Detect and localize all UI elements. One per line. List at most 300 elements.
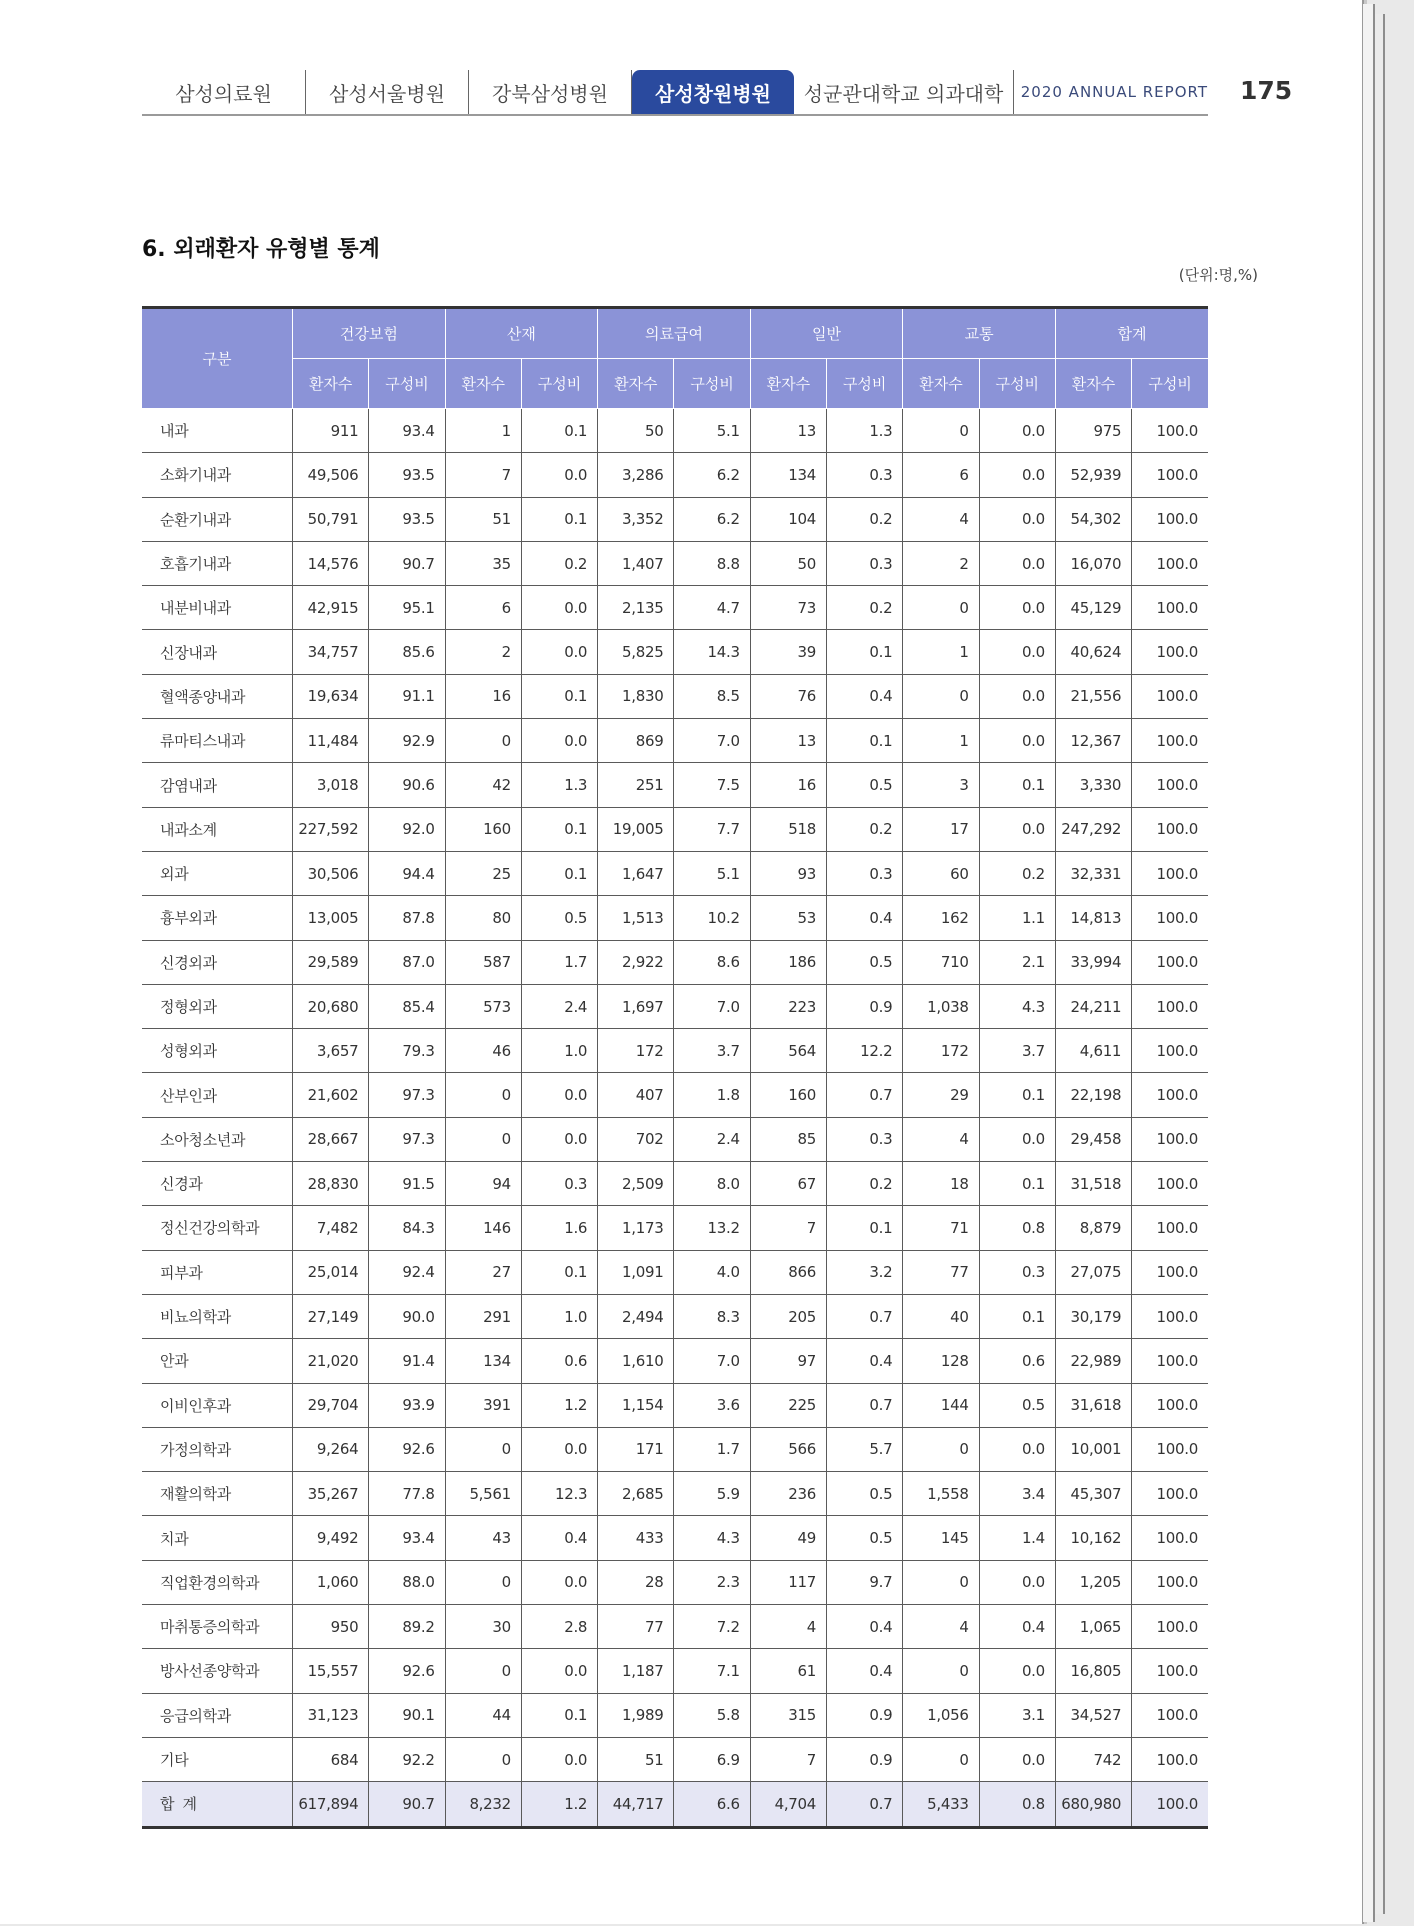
ratio-cell: 91.1 bbox=[369, 674, 445, 718]
patient-count-cell: 702 bbox=[598, 1117, 674, 1161]
ratio-cell: 0.9 bbox=[827, 1737, 903, 1781]
ratio-cell: 0.0 bbox=[979, 1117, 1055, 1161]
patient-count-cell: 5,433 bbox=[903, 1782, 979, 1827]
ratio-cell: 0.0 bbox=[979, 1649, 1055, 1693]
ratio-cell: 0.0 bbox=[979, 1427, 1055, 1471]
ratio-cell: 93.5 bbox=[369, 453, 445, 497]
ratio-cell: 100.0 bbox=[1132, 1782, 1208, 1827]
subheader-ratio: 구성비 bbox=[674, 359, 750, 409]
ratio-cell: 2.8 bbox=[521, 1605, 597, 1649]
patient-count-cell: 0 bbox=[445, 1117, 521, 1161]
patient-count-cell: 9,264 bbox=[293, 1427, 369, 1471]
table-row bbox=[142, 1472, 1208, 1516]
table-row bbox=[142, 896, 1208, 940]
ratio-cell: 100.0 bbox=[1132, 896, 1208, 940]
patient-count-cell: 1,610 bbox=[598, 1339, 674, 1383]
table-row bbox=[142, 541, 1208, 585]
patient-count-cell: 35 bbox=[445, 541, 521, 585]
ratio-cell: 100.0 bbox=[1132, 1560, 1208, 1604]
patient-count-cell: 43 bbox=[445, 1516, 521, 1560]
ratio-cell: 0.1 bbox=[521, 497, 597, 541]
ratio-cell: 100.0 bbox=[1132, 541, 1208, 585]
patient-count-cell: 21,556 bbox=[1055, 674, 1131, 718]
patient-count-cell: 49,506 bbox=[293, 453, 369, 497]
patient-count-cell: 236 bbox=[750, 1472, 826, 1516]
row-label: 내분비내과 bbox=[142, 586, 293, 630]
ratio-cell: 1.1 bbox=[979, 896, 1055, 940]
table-row bbox=[142, 1117, 1208, 1161]
ratio-cell: 0.7 bbox=[827, 1383, 903, 1427]
table-row bbox=[142, 807, 1208, 851]
ratio-cell: 92.4 bbox=[369, 1250, 445, 1294]
patient-count-cell: 50 bbox=[750, 541, 826, 585]
ratio-cell: 0.0 bbox=[521, 1073, 597, 1117]
patient-count-cell: 617,894 bbox=[293, 1782, 369, 1827]
ratio-cell: 97.3 bbox=[369, 1073, 445, 1117]
ratio-cell: 0.0 bbox=[979, 674, 1055, 718]
patient-count-cell: 80 bbox=[445, 896, 521, 940]
ratio-cell: 7.7 bbox=[674, 807, 750, 851]
patient-count-cell: 3 bbox=[903, 763, 979, 807]
patient-count-cell: 144 bbox=[903, 1383, 979, 1427]
ratio-cell: 100.0 bbox=[1132, 630, 1208, 674]
row-label: 정신건강의학과 bbox=[142, 1206, 293, 1250]
patient-count-cell: 866 bbox=[750, 1250, 826, 1294]
table-row bbox=[142, 1516, 1208, 1560]
ratio-cell: 2.4 bbox=[521, 984, 597, 1028]
patient-count-cell: 1,154 bbox=[598, 1383, 674, 1427]
patient-count-cell: 13 bbox=[750, 409, 826, 453]
patient-count-cell: 2 bbox=[903, 541, 979, 585]
patient-count-cell: 433 bbox=[598, 1516, 674, 1560]
patient-count-cell: 186 bbox=[750, 940, 826, 984]
patient-count-cell: 0 bbox=[903, 409, 979, 453]
tab-samsung-changwon-hospital[interactable]: 삼성창원병원 bbox=[632, 70, 794, 114]
ratio-cell: 0.6 bbox=[521, 1339, 597, 1383]
ratio-cell: 100.0 bbox=[1132, 1029, 1208, 1073]
patient-count-cell: 742 bbox=[1055, 1737, 1131, 1781]
subheader-patients: 환자수 bbox=[903, 359, 979, 409]
row-label: 비뇨의학과 bbox=[142, 1294, 293, 1338]
patient-count-cell: 223 bbox=[750, 984, 826, 1028]
ratio-cell: 2.3 bbox=[674, 1560, 750, 1604]
row-label: 재활의학과 bbox=[142, 1472, 293, 1516]
row-label: 산부인과 bbox=[142, 1073, 293, 1117]
patient-count-cell: 0 bbox=[445, 1737, 521, 1781]
ratio-cell: 1.0 bbox=[521, 1029, 597, 1073]
ratio-cell: 92.9 bbox=[369, 719, 445, 763]
ratio-cell: 92.6 bbox=[369, 1427, 445, 1471]
table-row bbox=[142, 1427, 1208, 1471]
ratio-cell: 0.9 bbox=[827, 1693, 903, 1737]
patient-count-cell: 1,647 bbox=[598, 851, 674, 895]
patient-count-cell: 22,989 bbox=[1055, 1339, 1131, 1383]
ratio-cell: 0.0 bbox=[979, 586, 1055, 630]
patient-count-cell: 35,267 bbox=[293, 1472, 369, 1516]
ratio-cell: 0.1 bbox=[521, 1693, 597, 1737]
patient-count-cell: 22,198 bbox=[1055, 1073, 1131, 1117]
ratio-cell: 9.7 bbox=[827, 1560, 903, 1604]
patient-count-cell: 51 bbox=[598, 1737, 674, 1781]
table-row bbox=[142, 1560, 1208, 1604]
patient-count-cell: 12,367 bbox=[1055, 719, 1131, 763]
patient-count-cell: 61 bbox=[750, 1649, 826, 1693]
table-row bbox=[142, 984, 1208, 1028]
patient-count-cell: 5,825 bbox=[598, 630, 674, 674]
ratio-cell: 4.7 bbox=[674, 586, 750, 630]
patient-count-cell: 42,915 bbox=[293, 586, 369, 630]
patient-count-cell: 60 bbox=[903, 851, 979, 895]
ratio-cell: 0.4 bbox=[827, 1605, 903, 1649]
patient-count-cell: 684 bbox=[293, 1737, 369, 1781]
group-header-industrial-accident: 산재 bbox=[445, 308, 598, 359]
ratio-cell: 0.3 bbox=[521, 1162, 597, 1206]
patient-count-cell: 6 bbox=[903, 453, 979, 497]
patient-count-cell: 27,149 bbox=[293, 1294, 369, 1338]
row-label: 성형외과 bbox=[142, 1029, 293, 1073]
patient-count-cell: 1,697 bbox=[598, 984, 674, 1028]
ratio-cell: 100.0 bbox=[1132, 1427, 1208, 1471]
patient-count-cell: 45,307 bbox=[1055, 1472, 1131, 1516]
ratio-cell: 100.0 bbox=[1132, 453, 1208, 497]
subheader-patients: 환자수 bbox=[598, 359, 674, 409]
patient-count-cell: 27 bbox=[445, 1250, 521, 1294]
ratio-cell: 4.0 bbox=[674, 1250, 750, 1294]
patient-count-cell: 19,005 bbox=[598, 807, 674, 851]
ratio-cell: 0.0 bbox=[521, 1560, 597, 1604]
ratio-cell: 6.2 bbox=[674, 453, 750, 497]
ratio-cell: 0.5 bbox=[827, 940, 903, 984]
patient-count-cell: 134 bbox=[445, 1339, 521, 1383]
patient-count-cell: 10,162 bbox=[1055, 1516, 1131, 1560]
group-header-traffic: 교통 bbox=[903, 308, 1056, 359]
group-header-health-insurance: 건강보험 bbox=[293, 308, 446, 359]
ratio-cell: 0.5 bbox=[827, 763, 903, 807]
patient-count-cell: 25,014 bbox=[293, 1250, 369, 1294]
patient-count-cell: 391 bbox=[445, 1383, 521, 1427]
annual-report-label: 2020 ANNUAL REPORT bbox=[1020, 83, 1208, 101]
ratio-cell: 0.0 bbox=[979, 1560, 1055, 1604]
ratio-cell: 92.0 bbox=[369, 807, 445, 851]
ratio-cell: 100.0 bbox=[1132, 1605, 1208, 1649]
ratio-cell: 84.3 bbox=[369, 1206, 445, 1250]
group-header-general: 일반 bbox=[750, 308, 903, 359]
row-label: 류마티스내과 bbox=[142, 719, 293, 763]
ratio-cell: 0.8 bbox=[979, 1206, 1055, 1250]
patient-count-cell: 134 bbox=[750, 453, 826, 497]
ratio-cell: 0.2 bbox=[827, 1162, 903, 1206]
patient-count-cell: 42 bbox=[445, 763, 521, 807]
patient-count-cell: 13,005 bbox=[293, 896, 369, 940]
patient-count-cell: 25 bbox=[445, 851, 521, 895]
ratio-cell: 0.2 bbox=[827, 497, 903, 541]
ratio-cell: 0.3 bbox=[827, 851, 903, 895]
patient-count-cell: 3,657 bbox=[293, 1029, 369, 1073]
ratio-cell: 0.0 bbox=[979, 409, 1055, 453]
page-edge bbox=[1363, 4, 1375, 1922]
ratio-cell: 0.1 bbox=[521, 851, 597, 895]
table-row bbox=[142, 763, 1208, 807]
ratio-cell: 1.2 bbox=[521, 1383, 597, 1427]
ratio-cell: 6.2 bbox=[674, 497, 750, 541]
patient-count-cell: 4,704 bbox=[750, 1782, 826, 1827]
patient-count-cell: 40,624 bbox=[1055, 630, 1131, 674]
ratio-cell: 93.4 bbox=[369, 409, 445, 453]
ratio-cell: 100.0 bbox=[1132, 1294, 1208, 1338]
ratio-cell: 8.0 bbox=[674, 1162, 750, 1206]
patient-count-cell: 172 bbox=[903, 1029, 979, 1073]
ratio-cell: 100.0 bbox=[1132, 1516, 1208, 1560]
ratio-cell: 0.5 bbox=[827, 1516, 903, 1560]
ratio-cell: 5.1 bbox=[674, 409, 750, 453]
ratio-cell: 0.5 bbox=[521, 896, 597, 940]
patient-count-cell: 34,757 bbox=[293, 630, 369, 674]
ratio-cell: 89.2 bbox=[369, 1605, 445, 1649]
ratio-cell: 5.7 bbox=[827, 1427, 903, 1471]
patient-count-cell: 7,482 bbox=[293, 1206, 369, 1250]
ratio-cell: 1.7 bbox=[521, 940, 597, 984]
patient-count-cell: 564 bbox=[750, 1029, 826, 1073]
ratio-cell: 0.0 bbox=[521, 1649, 597, 1693]
patient-count-cell: 29 bbox=[903, 1073, 979, 1117]
patient-count-cell: 160 bbox=[750, 1073, 826, 1117]
row-header-cell: 구분 bbox=[142, 308, 293, 409]
ratio-cell: 0.5 bbox=[827, 1472, 903, 1516]
tab-samsung-medical-center[interactable]: 삼성의료원 bbox=[142, 70, 306, 114]
ratio-cell: 0.1 bbox=[979, 1294, 1055, 1338]
table-row bbox=[142, 1206, 1208, 1250]
ratio-cell: 14.3 bbox=[674, 630, 750, 674]
ratio-cell: 100.0 bbox=[1132, 1250, 1208, 1294]
table-row bbox=[142, 586, 1208, 630]
row-label: 호흡기내과 bbox=[142, 541, 293, 585]
ratio-cell: 0.1 bbox=[979, 763, 1055, 807]
ratio-cell: 6.9 bbox=[674, 1737, 750, 1781]
ratio-cell: 1.3 bbox=[521, 763, 597, 807]
ratio-cell: 85.4 bbox=[369, 984, 445, 1028]
table-row bbox=[142, 1693, 1208, 1737]
table-row bbox=[142, 409, 1208, 453]
patient-count-cell: 49 bbox=[750, 1516, 826, 1560]
patient-count-cell: 975 bbox=[1055, 409, 1131, 453]
patient-count-cell: 1,056 bbox=[903, 1693, 979, 1737]
patient-count-cell: 0 bbox=[903, 1427, 979, 1471]
patient-count-cell: 0 bbox=[903, 1737, 979, 1781]
header-nav bbox=[142, 70, 1208, 116]
patient-count-cell: 71 bbox=[903, 1206, 979, 1250]
patient-count-cell: 104 bbox=[750, 497, 826, 541]
patient-count-cell: 31,123 bbox=[293, 1693, 369, 1737]
ratio-cell: 4.3 bbox=[979, 984, 1055, 1028]
ratio-cell: 100.0 bbox=[1132, 1737, 1208, 1781]
patient-count-cell: 117 bbox=[750, 1560, 826, 1604]
table-body bbox=[142, 409, 1208, 1828]
patient-count-cell: 2,685 bbox=[598, 1472, 674, 1516]
ratio-cell: 7.0 bbox=[674, 1339, 750, 1383]
ratio-cell: 8.5 bbox=[674, 674, 750, 718]
patient-count-cell: 0 bbox=[445, 1073, 521, 1117]
patient-count-cell: 6 bbox=[445, 586, 521, 630]
ratio-cell: 0.9 bbox=[827, 984, 903, 1028]
patient-count-cell: 162 bbox=[903, 896, 979, 940]
ratio-cell: 0.0 bbox=[521, 1737, 597, 1781]
patient-count-cell: 29,458 bbox=[1055, 1117, 1131, 1161]
patient-count-cell: 52,939 bbox=[1055, 453, 1131, 497]
ratio-cell: 0.1 bbox=[521, 1250, 597, 1294]
ratio-cell: 0.6 bbox=[979, 1339, 1055, 1383]
patient-count-cell: 227,592 bbox=[293, 807, 369, 851]
patient-count-cell: 1,558 bbox=[903, 1472, 979, 1516]
table-row bbox=[142, 940, 1208, 984]
patient-count-cell: 45,129 bbox=[1055, 586, 1131, 630]
patient-count-cell: 2,135 bbox=[598, 586, 674, 630]
ratio-cell: 12.2 bbox=[827, 1029, 903, 1073]
ratio-cell: 3.6 bbox=[674, 1383, 750, 1427]
patient-count-cell: 30,506 bbox=[293, 851, 369, 895]
row-label: 내과소계 bbox=[142, 807, 293, 851]
ratio-cell: 0.0 bbox=[521, 586, 597, 630]
patient-count-cell: 97 bbox=[750, 1339, 826, 1383]
patient-count-cell: 94 bbox=[445, 1162, 521, 1206]
group-header-medical-aid: 의료급여 bbox=[598, 308, 751, 359]
subheader-patients: 환자수 bbox=[293, 359, 369, 409]
ratio-cell: 1.3 bbox=[827, 409, 903, 453]
patient-count-cell: 146 bbox=[445, 1206, 521, 1250]
ratio-cell: 0.0 bbox=[521, 1427, 597, 1471]
ratio-cell: 90.7 bbox=[369, 541, 445, 585]
patient-count-cell: 53 bbox=[750, 896, 826, 940]
patient-count-cell: 0 bbox=[903, 1649, 979, 1693]
ratio-cell: 100.0 bbox=[1132, 1339, 1208, 1383]
ratio-cell: 7.1 bbox=[674, 1649, 750, 1693]
ratio-cell: 0.1 bbox=[521, 807, 597, 851]
ratio-cell: 0.1 bbox=[827, 630, 903, 674]
table-header-row bbox=[142, 308, 1208, 359]
patient-count-cell: 172 bbox=[598, 1029, 674, 1073]
patient-count-cell: 3,018 bbox=[293, 763, 369, 807]
patient-count-cell: 4 bbox=[750, 1605, 826, 1649]
patient-count-cell: 0 bbox=[445, 1560, 521, 1604]
ratio-cell: 100.0 bbox=[1132, 1472, 1208, 1516]
tab-skku-medicine[interactable]: 성균관대학교 의과대학 bbox=[794, 70, 1014, 114]
ratio-cell: 90.6 bbox=[369, 763, 445, 807]
patient-count-cell: 1,187 bbox=[598, 1649, 674, 1693]
table-row bbox=[142, 719, 1208, 763]
patient-count-cell: 76 bbox=[750, 674, 826, 718]
table-subheader-row bbox=[142, 359, 1208, 409]
ratio-cell: 7.5 bbox=[674, 763, 750, 807]
ratio-cell: 77.8 bbox=[369, 1472, 445, 1516]
patient-count-cell: 30,179 bbox=[1055, 1294, 1131, 1338]
patient-count-cell: 4 bbox=[903, 1117, 979, 1161]
patient-count-cell: 225 bbox=[750, 1383, 826, 1427]
table-row bbox=[142, 1250, 1208, 1294]
row-label: 피부과 bbox=[142, 1250, 293, 1294]
patient-count-cell: 15,557 bbox=[293, 1649, 369, 1693]
patient-count-cell: 16,805 bbox=[1055, 1649, 1131, 1693]
patient-count-cell: 3,330 bbox=[1055, 763, 1131, 807]
ratio-cell: 100.0 bbox=[1132, 409, 1208, 453]
table-row bbox=[142, 1339, 1208, 1383]
patient-count-cell: 24,211 bbox=[1055, 984, 1131, 1028]
patient-count-cell: 0 bbox=[445, 1649, 521, 1693]
ratio-cell: 93.9 bbox=[369, 1383, 445, 1427]
ratio-cell: 90.0 bbox=[369, 1294, 445, 1338]
row-label: 가정의학과 bbox=[142, 1427, 293, 1471]
ratio-cell: 100.0 bbox=[1132, 1117, 1208, 1161]
ratio-cell: 0.7 bbox=[827, 1073, 903, 1117]
patient-count-cell: 73 bbox=[750, 586, 826, 630]
patient-count-cell: 19,634 bbox=[293, 674, 369, 718]
ratio-cell: 100.0 bbox=[1132, 763, 1208, 807]
table-row bbox=[142, 1162, 1208, 1206]
row-label: 합계 bbox=[142, 1782, 293, 1827]
ratio-cell: 0.3 bbox=[827, 1117, 903, 1161]
patient-count-cell: 29,704 bbox=[293, 1383, 369, 1427]
ratio-cell: 1.2 bbox=[521, 1782, 597, 1827]
ratio-cell: 3.7 bbox=[979, 1029, 1055, 1073]
tab-kangbuk-samsung-hospital[interactable]: 강북삼성병원 bbox=[469, 70, 632, 114]
ratio-cell: 12.3 bbox=[521, 1472, 597, 1516]
ratio-cell: 0.0 bbox=[979, 719, 1055, 763]
table-row bbox=[142, 1649, 1208, 1693]
ratio-cell: 100.0 bbox=[1132, 1649, 1208, 1693]
patient-count-cell: 40 bbox=[903, 1294, 979, 1338]
group-header-total: 합계 bbox=[1055, 308, 1208, 359]
patient-count-cell: 30 bbox=[445, 1605, 521, 1649]
patient-count-cell: 27,075 bbox=[1055, 1250, 1131, 1294]
patient-count-cell: 1,989 bbox=[598, 1693, 674, 1737]
ratio-cell: 0.3 bbox=[979, 1250, 1055, 1294]
ratio-cell: 0.4 bbox=[827, 674, 903, 718]
ratio-cell: 0.0 bbox=[979, 453, 1055, 497]
ratio-cell: 100.0 bbox=[1132, 940, 1208, 984]
ratio-cell: 90.1 bbox=[369, 1693, 445, 1737]
ratio-cell: 7.0 bbox=[674, 719, 750, 763]
unit-label: (단위:명,%) bbox=[1178, 266, 1258, 284]
ratio-cell: 100.0 bbox=[1132, 1383, 1208, 1427]
patient-count-cell: 710 bbox=[903, 940, 979, 984]
ratio-cell: 92.2 bbox=[369, 1737, 445, 1781]
patient-count-cell: 50,791 bbox=[293, 497, 369, 541]
patient-count-cell: 950 bbox=[293, 1605, 369, 1649]
ratio-cell: 97.3 bbox=[369, 1117, 445, 1161]
ratio-cell: 0.5 bbox=[979, 1383, 1055, 1427]
tab-samsung-seoul-hospital[interactable]: 삼성서울병원 bbox=[306, 70, 469, 114]
patient-count-cell: 4,611 bbox=[1055, 1029, 1131, 1073]
table-row bbox=[142, 851, 1208, 895]
ratio-cell: 100.0 bbox=[1132, 1206, 1208, 1250]
patient-count-cell: 1,091 bbox=[598, 1250, 674, 1294]
ratio-cell: 100.0 bbox=[1132, 1693, 1208, 1737]
subheader-ratio: 구성비 bbox=[1132, 359, 1208, 409]
ratio-cell: 1.8 bbox=[674, 1073, 750, 1117]
table-row bbox=[142, 497, 1208, 541]
patient-count-cell: 5,561 bbox=[445, 1472, 521, 1516]
ratio-cell: 1.6 bbox=[521, 1206, 597, 1250]
patient-count-cell: 16 bbox=[750, 763, 826, 807]
patient-count-cell: 11,484 bbox=[293, 719, 369, 763]
ratio-cell: 91.4 bbox=[369, 1339, 445, 1383]
ratio-cell: 0.0 bbox=[521, 630, 597, 674]
ratio-cell: 90.7 bbox=[369, 1782, 445, 1827]
patient-count-cell: 2,509 bbox=[598, 1162, 674, 1206]
patient-count-cell: 573 bbox=[445, 984, 521, 1028]
row-label: 기타 bbox=[142, 1737, 293, 1781]
ratio-cell: 0.7 bbox=[827, 1782, 903, 1827]
patient-count-cell: 21,020 bbox=[293, 1339, 369, 1383]
page-edge bbox=[1375, 14, 1385, 1914]
